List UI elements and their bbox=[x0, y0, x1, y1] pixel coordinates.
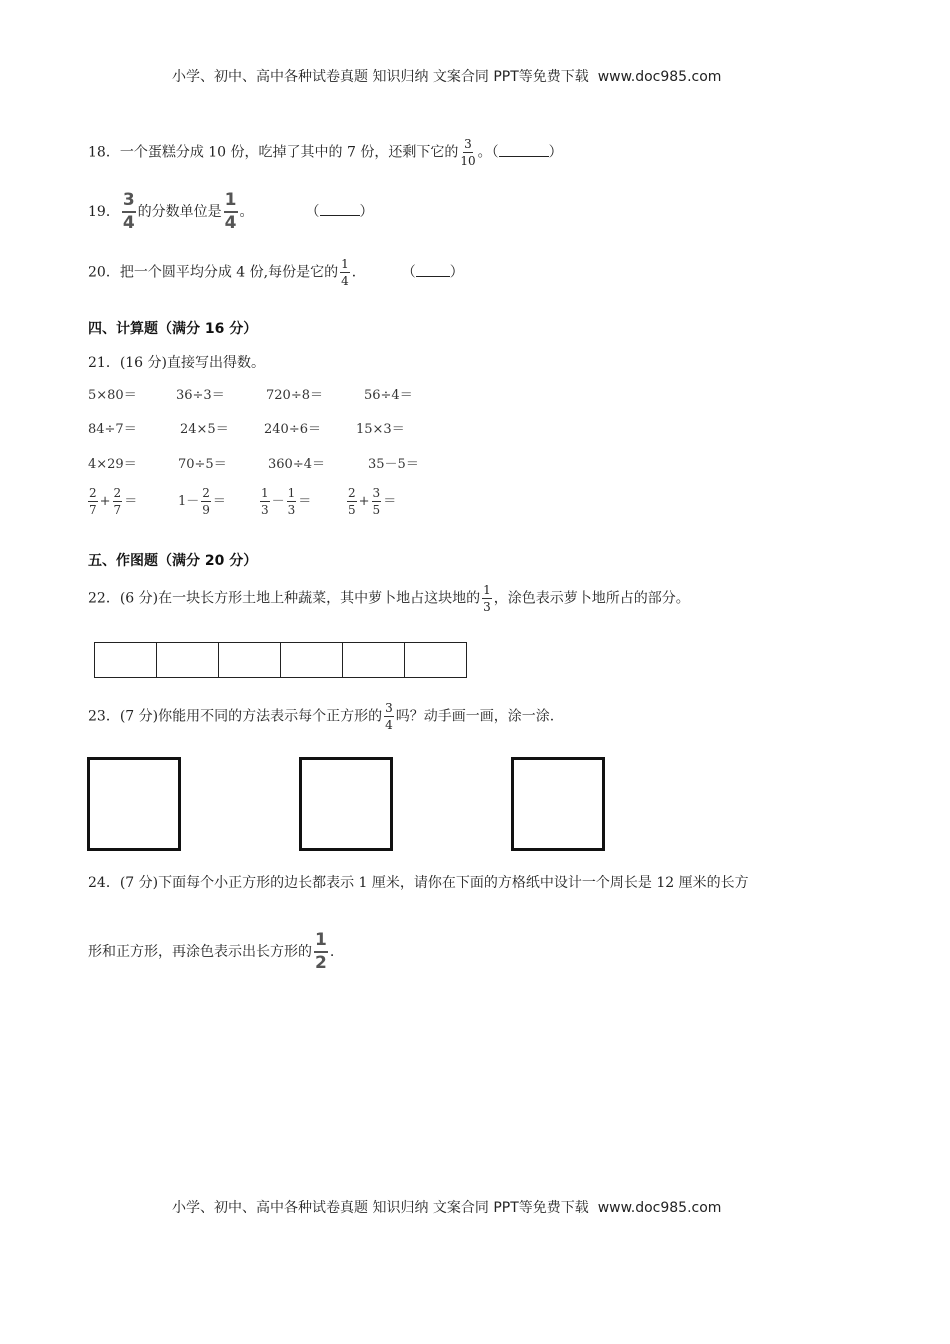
header-site: www.doc985.com bbox=[597, 69, 722, 85]
equals: ＝ bbox=[124, 494, 138, 509]
calc-item-fraction bbox=[178, 487, 226, 516]
q19-close: ） bbox=[359, 204, 374, 220]
q22-text: 22．(6 分)在一块长方形土地上种蔬菜，其中萝卜地占这块地的 bbox=[88, 590, 481, 607]
calc-item: 240÷6＝ bbox=[264, 422, 321, 437]
answer-blank[interactable] bbox=[499, 144, 549, 157]
grid-cell[interactable] bbox=[405, 643, 466, 677]
numerator: 1 bbox=[314, 932, 328, 953]
grid-cell[interactable] bbox=[95, 643, 157, 677]
question-23 bbox=[88, 702, 554, 731]
fraction bbox=[260, 487, 270, 516]
footer-text: 小学、初中、高中各种试卷真题 知识归纳 文案合同 PPT等免费下载 bbox=[172, 1200, 589, 1216]
fraction bbox=[201, 487, 211, 516]
numerator: 2 bbox=[89, 486, 97, 500]
q19-text: 的分数单位是 bbox=[137, 204, 222, 220]
fraction bbox=[482, 584, 492, 613]
section-5-title: 五、作图题（满分 20 分） bbox=[88, 553, 258, 569]
operator: － bbox=[271, 494, 285, 509]
calc-item: 360÷4＝ bbox=[268, 457, 325, 472]
fraction bbox=[88, 487, 98, 516]
calc-item: 24×5＝ bbox=[180, 422, 229, 437]
denominator: 3 bbox=[261, 503, 269, 517]
q20-end: ． bbox=[351, 264, 366, 281]
denominator: 5 bbox=[348, 503, 356, 517]
operator: + bbox=[358, 494, 370, 509]
rectangle-land-grid[interactable] bbox=[94, 642, 467, 678]
calc-item: 5×80＝ bbox=[88, 388, 137, 403]
denominator: 4 bbox=[224, 213, 237, 233]
numerator: 1 bbox=[341, 257, 349, 271]
question-24-line1: 24．(7 分)下面每个小正方形的边长都表示 1 厘米，请你在下面的方格纸中设计一个周长是 12 厘米的长方 bbox=[88, 875, 749, 891]
fraction bbox=[224, 192, 238, 232]
page-header bbox=[172, 66, 721, 86]
numerator: 1 bbox=[224, 192, 238, 213]
page-footer bbox=[172, 1197, 721, 1217]
calc-item-fraction bbox=[258, 487, 311, 516]
drawing-square[interactable] bbox=[299, 757, 393, 851]
numerator: 3 bbox=[372, 486, 381, 500]
denominator: 3 bbox=[287, 503, 296, 517]
denominator: 7 bbox=[113, 503, 122, 517]
calc-item-fraction bbox=[86, 487, 137, 516]
calc-item: 36÷3＝ bbox=[176, 388, 225, 403]
grid-cell[interactable] bbox=[219, 643, 281, 677]
q24-text: 形和正方形，再涂色表示出长方形的 bbox=[88, 944, 312, 960]
question-18 bbox=[88, 138, 563, 167]
q18-text: 18．一个蛋糕分成 10 份，吃掉了其中的 7 份，还剩下它的 bbox=[88, 144, 459, 161]
q19-open: （ bbox=[305, 204, 320, 220]
denominator: 4 bbox=[341, 274, 349, 288]
drawing-square[interactable] bbox=[511, 757, 605, 851]
operator: 1－ bbox=[178, 494, 200, 509]
numerator: 3 bbox=[385, 701, 393, 715]
footer-site: www.doc985.com bbox=[597, 1200, 722, 1216]
q24-end: . bbox=[329, 944, 335, 960]
grid-cell[interactable] bbox=[281, 643, 343, 677]
numerator: 2 bbox=[348, 486, 356, 500]
question-20 bbox=[88, 258, 464, 287]
q20-text: 20．把一个圆平均分成 4 份,每份是它的 bbox=[88, 264, 339, 281]
denominator: 4 bbox=[122, 213, 135, 233]
fraction bbox=[372, 487, 382, 516]
operator: + bbox=[99, 494, 111, 509]
numerator: 2 bbox=[113, 486, 122, 500]
equals: ＝ bbox=[383, 494, 397, 509]
equals: ＝ bbox=[298, 494, 312, 509]
numerator: 1 bbox=[287, 486, 296, 500]
q18-end: 。（ bbox=[477, 144, 499, 161]
calc-item: 4×29＝ bbox=[88, 457, 137, 472]
section-4-title: 四、计算题（满分 16 分） bbox=[88, 321, 258, 337]
calc-item: 70÷5＝ bbox=[178, 457, 227, 472]
grid-cell[interactable] bbox=[157, 643, 219, 677]
numerator: 3 bbox=[464, 137, 472, 151]
numerator: 1 bbox=[261, 486, 269, 500]
drawing-square[interactable] bbox=[87, 757, 181, 851]
numerator: 1 bbox=[483, 583, 491, 597]
grid-cell[interactable] bbox=[343, 643, 405, 677]
calc-item: 15×3＝ bbox=[356, 422, 405, 437]
numerator: 3 bbox=[122, 192, 136, 213]
calc-item: 720÷8＝ bbox=[266, 388, 323, 403]
denominator: 5 bbox=[372, 503, 381, 517]
equals: ＝ bbox=[212, 494, 226, 509]
q18-close: ） bbox=[548, 144, 563, 161]
q19-end: 。 bbox=[239, 204, 254, 220]
answer-blank[interactable] bbox=[416, 264, 450, 277]
fraction bbox=[340, 258, 350, 287]
question-22 bbox=[88, 584, 690, 613]
calc-item-fraction bbox=[345, 487, 396, 516]
calc-item: 84÷7＝ bbox=[88, 422, 137, 437]
q19-number: 19． bbox=[88, 204, 120, 220]
question-19 bbox=[88, 192, 374, 232]
denominator: 9 bbox=[202, 503, 210, 517]
numerator: 2 bbox=[202, 486, 210, 500]
calc-item: 56÷4＝ bbox=[364, 388, 413, 403]
header-text: 小学、初中、高中各种试卷真题 知识归纳 文案合同 PPT等免费下载 bbox=[172, 69, 589, 85]
denominator: 4 bbox=[385, 718, 393, 732]
fraction bbox=[287, 487, 297, 516]
fraction bbox=[122, 192, 136, 232]
fraction bbox=[384, 702, 394, 731]
fraction bbox=[347, 487, 357, 516]
fraction bbox=[460, 138, 475, 167]
fraction bbox=[314, 932, 328, 972]
calc-item: 35－5＝ bbox=[368, 457, 419, 472]
denominator: 10 bbox=[460, 154, 476, 168]
denominator: 2 bbox=[315, 953, 327, 973]
q20-open: （ bbox=[401, 264, 416, 281]
denominator: 7 bbox=[89, 503, 97, 517]
denominator: 3 bbox=[483, 600, 491, 614]
question-24-line2 bbox=[88, 932, 334, 972]
question-21: 21．(16 分)直接写出得数。 bbox=[88, 355, 266, 371]
q23-end: 吗？动手画一画，涂一涂. bbox=[395, 708, 555, 725]
q22-end: ，涂色表示萝卜地所占的部分。 bbox=[493, 590, 690, 607]
q20-close: ） bbox=[449, 264, 464, 281]
q23-text: 23．(7 分)你能用不同的方法表示每个正方形的 bbox=[88, 708, 383, 725]
fraction bbox=[113, 487, 123, 516]
answer-blank[interactable] bbox=[320, 203, 360, 216]
